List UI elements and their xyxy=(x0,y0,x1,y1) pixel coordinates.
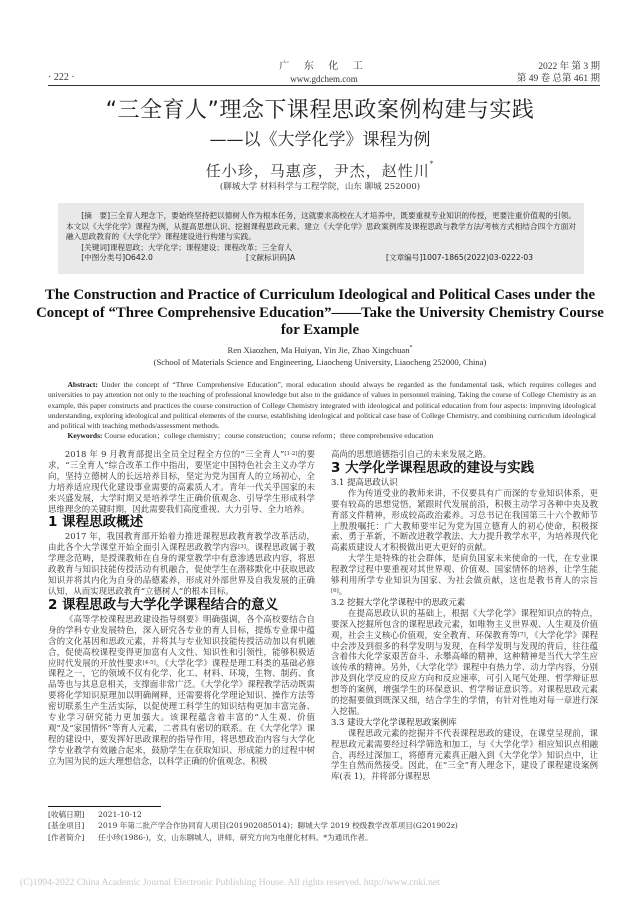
issue-info xyxy=(517,61,600,85)
subsection-3-3-heading: 3.3 建设大学化学课程思政案例库 xyxy=(331,716,457,727)
abstract-en xyxy=(48,380,596,442)
section-2-heading: 2 课程思政与大学化学课程结合的意义 xyxy=(48,596,279,613)
document-code: [文献标识码]A xyxy=(246,253,296,263)
body-column-left xyxy=(48,449,315,767)
section-3-heading: 3 大学化学课程思政的建设与实践 xyxy=(331,459,535,476)
subtitle-cn: ——以《大学化学》课程为例 xyxy=(209,130,431,150)
title-cn: “三全育人”理念下课程思政案例构建与实践 xyxy=(105,98,535,123)
classification-line xyxy=(66,253,576,264)
affiliation-cn: (聊城大学 材料科学与工程学院，山东 聊城 252000) xyxy=(219,182,421,192)
affiliation-en: (School of Materials Science and Engineering, Liaocheng University, Liaocheng 252000, China) xyxy=(153,357,487,367)
footnote-text: 2019 年第二批产学合作协同育人项目(201902085014)；聊城大学 2019 校级教学改革项目(G201902z) xyxy=(98,821,458,831)
keywords-en-label: Keywords: xyxy=(67,431,103,441)
footnote-label: [基金项目] xyxy=(48,821,85,831)
footnote-label: [收稿日期] xyxy=(48,810,85,819)
clc-number: [中图分类号]O642.0 xyxy=(81,253,153,263)
corresponding-mark-en: * xyxy=(409,345,413,351)
subsection-3-2-paragraph xyxy=(331,608,598,717)
citation-ref: [6] xyxy=(331,587,339,594)
abstract-cn-text: [摘 要]三全育人理念下，要始终坚持把以德树人作为根本任务，这就要求高校在人才培养中，既要重视专业知识的传授，更要注重价值观的引领。本文以《大学化学》课程为例，从提高思想认识、挖掘课程思政元素、建立《大学化学》思政案例库及课程思政与教学方法/考核方式相结合四个方面对融入思政教育的《大学化学》课程建设进行构建与实践。 xyxy=(66,211,576,242)
subsection-3-2-heading: 3.2 挖掘大学化学课程中的思政元素 xyxy=(331,596,466,607)
s32-text-a: 在提高思政认识的基础上，根据《大学化学》课程知识点的特点，要深入挖掘所包含的课程思政元素，如唯物主义世界观、人生观及价值观，社会主义核心价值观，安全教育、环保教育等 xyxy=(331,607,598,640)
running-header xyxy=(48,62,600,86)
section-1-paragraph xyxy=(48,531,315,596)
section-2-paragraph xyxy=(48,614,315,767)
footnote-text: 2021-10-12 xyxy=(98,810,142,819)
authors-en-names: Ren Xiaozhen, Ma Huiyan, Yin Jie, Zhao Xingchuan xyxy=(227,345,410,355)
body-column-right xyxy=(331,449,598,782)
intro-paragraph xyxy=(48,449,315,514)
journal-name: 广 东 化 工 xyxy=(279,61,369,72)
citation-ref: [3] xyxy=(238,544,246,551)
authors-cn xyxy=(0,160,640,181)
subsection-3-1-paragraph-2 xyxy=(331,553,598,597)
journal-url: www.gdchem.com xyxy=(290,74,358,84)
issue-number: 2022 年 第 3 期 xyxy=(538,62,600,72)
citation-ref: [1-2] xyxy=(284,451,298,457)
footnote-funding xyxy=(48,820,608,831)
footnote-received xyxy=(48,809,608,820)
continued-paragraph: 高尚的思想道德指引自己的未来发展之路。 xyxy=(331,449,492,459)
footnotes xyxy=(48,809,608,843)
footnote-author-bio xyxy=(48,832,608,843)
corresponding-mark: * xyxy=(429,160,435,168)
citation-ref: [4-5] xyxy=(142,659,156,666)
abstract-en-paragraph xyxy=(48,380,596,431)
subsection-3-3-paragraph: 课程思政元素的挖掘并不代表课程思政的建设，在课堂呈现前，课程思政元素需要经过科学筛选和加工，与《大学化学》相应知识点相融合，再经过深加工，将德育元素真正融入到《大学化学》知识点中，让学生自然而然接受。因此，在“三全”育人理念下，建设了课程建设案例库(表 1)，并将部分课程思 xyxy=(331,727,598,782)
s32-text-b: ，《大学化学》课程中会涉及到很多的科学发明与发现，在科学发明与发现的背后，往往蕴含着伟大化学家艰苦奋斗、永攀高峰的精神，这种精神是当代大学生应该传承的精神。另外，《大学化学》课程中有热力学、动力学内容，分别涉及到化学反应的反应方向和反应速率，可引入尾气处理、哲学辩证思想等的案例，增强学生的环保意识、哲学辩证意识等。对课程思政元素的挖掘要做到既深又细，结合学生的学情，有针对性地对每一章进行深入挖掘。 xyxy=(331,629,599,716)
keywords-cn: [关键词]课程思政；大学化学；课程建设；课程改革；三全育人 xyxy=(81,242,293,252)
page-number: · 222 · xyxy=(48,72,75,83)
s31-text-b: 。 xyxy=(338,585,348,596)
section-1-text-b: 。课程思政属于教学理念范畴，是授课教师在自身的课堂教学中有意渗透思政内容，将思政教育与知识技能传授活动有机融合，促使学生在潜移默化中获取思政知识并将其内化为自身的品德素养，形成对外部世界及自我发展的正确认知，从而实现思政教育“立德树人”的根本目标。 xyxy=(48,542,316,596)
subsection-3-1-paragraph-1: 作为传道受业的教师来讲，不仅要具有广而深的专业知识体系，更要有较高的思想觉悟，紧跟时代发展前沿，积极主动学习各种中央及教育部文件精神，形成较高政治素养。习总书记在我国第三十六个教师节上殷殷嘱托：广大教师要牢记为党为国立德育人的初心使命，积极探索、勇于革新，不断改进教学教法、大力提升教学水平，为培养现代化高素质建设人才积极做出更大更好的贡献。 xyxy=(331,487,598,553)
section-2-text-b: 。《大学化学》课程是理工科类的基础必修课程之一，它的领域不仅有化学、化工、材料、环境，生物、制药、食品等也与其息息相关，支撑面非常广泛。《大学化学》课程教学活动既需要将化学知识原理加以明确阐释，还需要将化学理论知识、操作方法等密切联系生产生活实际，以促使理工科学生的知识结构更加丰富完备、专业学习研究能力更加强大。该课程蕴含着丰富的“人生观、价值观”及“家国情怀”等育人元素，二者具有密切的联系。在《大学化学》课程的建设中，要发挥好思政课程的指导作用，将思想政治内容与大学化学专业教学有效融合起来，鼓励学生在获取知识、形成能力的过程中树立为国为民的远大理想信念，以科学正确的价值观念、积极 xyxy=(48,657,315,766)
title-en: The Construction and Practice of Curriculum Ideological and Political Cases under the Concept of “Three Comprehensive Education”——Take the University Chemistry Course for Example xyxy=(36,287,604,338)
section-1-heading: 1 课程思政概述 xyxy=(48,514,144,531)
footnote-text: 任小珍(1986-)，女，山东聊城人，讲师，研究方向为电催化材料。*为通讯作者。 xyxy=(98,832,373,842)
copyright-watermark: (C)1994-2022 China Academic Journal Electronic Publishing House. All rights reserved. http://www.cnki.net xyxy=(20,877,440,888)
footnote-label: [作者简介] xyxy=(48,832,85,842)
citation-ref: [7] xyxy=(517,631,526,638)
intro-text-b: 的要求，“三全育人”综合改革工作中指出，要坚定中国特色社会主义办学方向，坚持立德树人的长远培养目标，坚定为党为国育人的立场初心，全力培养适应现代化建设事业需要的高素质人才。青年一代关乎国家的未来兴盛发展，大学时期又是培养学生正确价值观念、引导学生形成科学思维理念的关键时期，因此需要我们高度重视、大力引导、全力培养。 xyxy=(48,449,316,514)
keywords-en xyxy=(48,431,596,441)
subsection-3-1-heading: 3.1 提高思政认识 xyxy=(331,476,398,487)
keywords-en-text: Course education；college chemistry；course construction；course reform；three comprehensive education xyxy=(102,431,434,441)
abstract-en-text: Under the concept of “Three Comprehensive Education”, moral education should always be regarded as the fundamental task, which requires colleges and universities to pay attention not only to the teaching of professional knowledge but also to the guidance of values in personnel training. Taking the course of College Chemistry as an example, this paper constructs and practices the course construction of College Chemistry integrated with ideological and political education from four aspects: improving ideological understanding, exploring ideological and political elements of the course, establishing ideological and political case base of College Chemistry, and combining curriculum ideological and political with teaching methods/assessment methods. xyxy=(48,380,596,431)
section-2-text-a: 《高等学校课程思政建设指导纲要》明确强调，各个高校要结合自身的学科专业发展特色，深入研究各专业的育人目标，提炼专业课中蕴含的文化基因和思政元素，并将其与专业知识技能传授活动加以有机融合，促使高校课程变得更加富有人文性、知识性和引领性，能够积极适应时代发展的开放性要求 xyxy=(48,613,315,668)
intro-text-a: 2018 年 9 月教育部提出全员全过程全方位的“三全育人” xyxy=(64,449,285,459)
article-number: [文章编号]1007-1865(2022)03-0222-03 xyxy=(386,253,534,263)
footnote-divider xyxy=(48,806,161,807)
s31-text-a: 大学生是特殊的社会群体，是肩负国家未来使命的一代，在专业课程教学过程中要重视对其世界观、价值观、国家情怀的培养，让学生能够利用所学专业知识为国家、为社会做贡献，这也是教书育人的宗旨 xyxy=(331,553,598,586)
authors-cn-names: 任小珍，马惠彦，尹杰，赵性川 xyxy=(205,162,430,180)
section-1-text-a: 2017 年，我国教育部开始着力推进课程思政教育教学改革活动，由此各个大学课堂开始全面引入课程思政教学内容 xyxy=(48,531,315,553)
authors-en xyxy=(0,345,640,355)
volume-number: 第 49 卷 总第 461 期 xyxy=(516,74,600,84)
abstract-en-label: Abstract: xyxy=(67,380,98,389)
abstract-cn-box xyxy=(58,203,584,274)
